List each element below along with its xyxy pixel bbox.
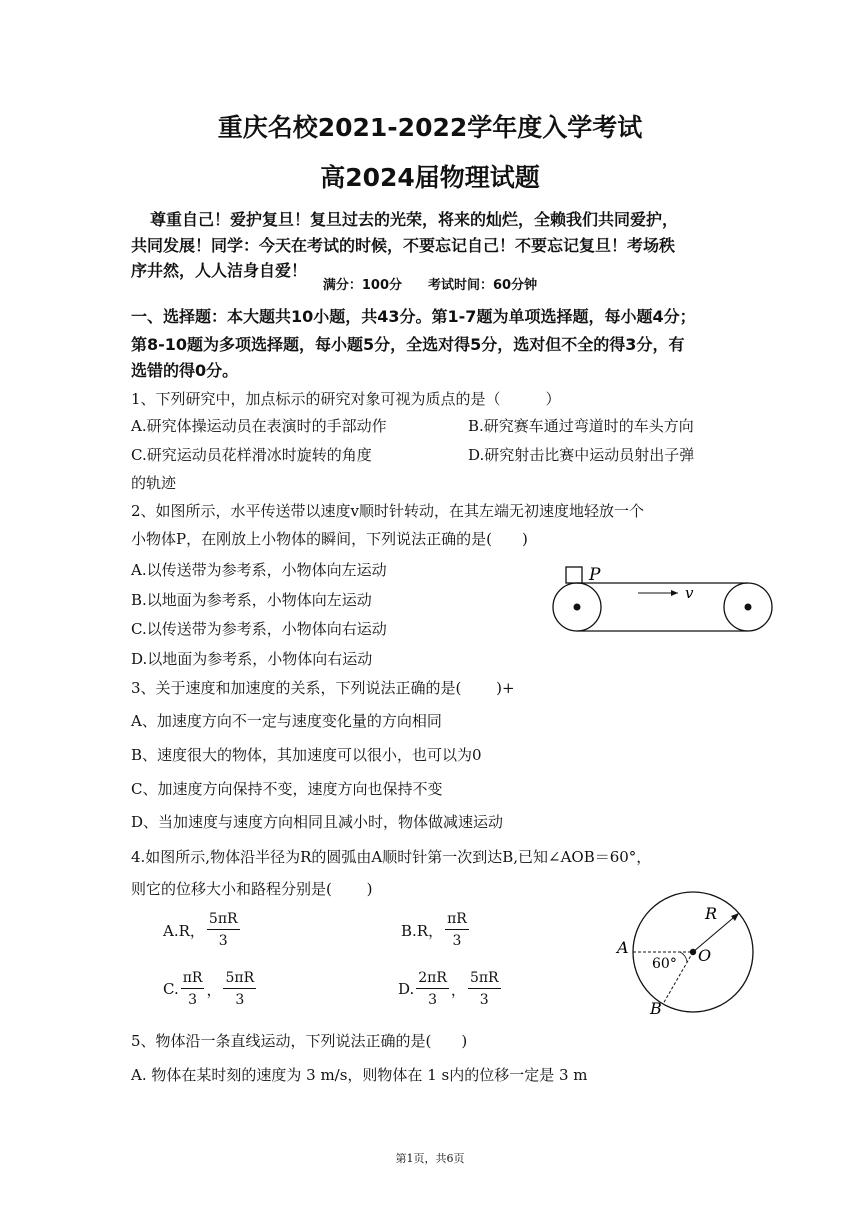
q4-option-d-denominator-2: 3: [479, 992, 489, 1008]
q3-stem: 3、关于速度和加速度的关系，下列说法正确的是( )+: [131, 679, 515, 697]
q2-option-b: B.以地面为参考系，小物体向左运动: [131, 591, 372, 609]
q4-option-c-prefix: C.: [163, 980, 179, 998]
q3-option-d: D、当加速度与速度方向相同且减小时，物体做减速运动: [131, 813, 504, 831]
q4-option-c-separator: ，: [206, 980, 222, 999]
q4-option-a-prefix: A.R，: [163, 921, 205, 940]
q4-option-c-fraction-2: [223, 970, 256, 1008]
q4-option-d-fraction-1: [416, 970, 449, 1008]
point-a-label: A: [617, 938, 629, 957]
q4-option-b: [401, 911, 469, 949]
exam-info: 满分：100分 考试时间：60分钟: [322, 278, 538, 293]
radius-label: R: [705, 904, 718, 923]
exam-title: 重庆名校2021-2022学年度入学考试: [217, 113, 643, 142]
q2-option-d: D.以地面为参考系，小物体向右运动: [131, 650, 373, 668]
q4-option-c-denominator-1: 3: [188, 992, 198, 1008]
velocity-arrowhead: [671, 590, 678, 596]
section-header-line-1: 一、选择题：本大题共10小题，共43分。第1-7题为单项选择题，每小题4分；: [131, 307, 696, 326]
q1-option-d: D.研究射击比赛中运动员射出子弹: [468, 446, 695, 464]
q4-option-c-numerator-1: πR: [181, 970, 205, 989]
q4-option-c-denominator-2: 3: [235, 992, 245, 1008]
q4-option-d: [398, 970, 501, 1008]
q4-option-b-numerator: πR: [445, 911, 469, 930]
q4-option-d-prefix: D.: [398, 980, 415, 998]
object-p-block: [566, 567, 582, 583]
motto-line-2: 共同发展！同学：今天在考试的时候，不要忘记自己！不要忘记复旦！考场秩: [131, 236, 676, 255]
q4-option-a-denominator: 3: [218, 933, 228, 949]
q4-option-a-numerator: 5πR: [207, 911, 240, 930]
q4-option-c: [163, 970, 256, 1008]
radius-arrowhead: [731, 913, 739, 921]
q4-option-a: [163, 911, 240, 949]
q4-stem-line-2: 则它的位移大小和路程分别是( ): [131, 880, 373, 898]
q1-option-a: A.研究体操运动员在表演时的手部动作: [131, 417, 387, 435]
page-footer: 第1页，共6页: [395, 1152, 465, 1165]
q3-option-b: B、速度很大的物体，其加速度可以很小，也可以为0: [131, 746, 482, 764]
q2-stem-line-2: 小物体P，在刚放上小物体的瞬间，下列说法正确的是( ): [131, 530, 528, 548]
q4-option-c-numerator-2: 5πR: [223, 970, 256, 989]
q4-option-c-fraction-1: [181, 970, 205, 1008]
angle-arc: [680, 952, 687, 962]
motto-line-3: 序井然，人人洁身自爱！: [131, 261, 308, 280]
left-pulley-axle: [574, 604, 581, 611]
circle-arc-figure: [608, 880, 778, 1020]
section-header-line-2: 第8-10题为多项选择题，每小题5分，全选对得5分，选对但不全的得3分，有: [131, 335, 685, 354]
q1-option-b: B.研究赛车通过弯道时的车头方向: [468, 417, 694, 435]
object-p-label: P: [589, 565, 601, 585]
q1-option-c: C.研究运动员花样滑冰时旋转的角度: [131, 446, 372, 464]
q1-stem: 1、下列研究中，加点标示的研究对象可视为质点的是（ ）: [131, 390, 561, 408]
motto-line-1: 尊重自己！爱护复旦！复旦过去的光荣，将来的灿烂，全赖我们共同爱护，: [150, 210, 679, 229]
q4-option-d-fraction-2: [468, 970, 501, 1008]
q4-stem-line-1: 4.如图所示,物体沿半径为R的圆弧由A顺时针第一次到达B,已知∠AOB＝60°，: [131, 848, 652, 866]
q4-option-d-denominator-1: 3: [428, 992, 438, 1008]
point-b-label: B: [650, 999, 662, 1018]
right-pulley-axle: [745, 604, 752, 611]
q2-option-a: A.以传送带为参考系，小物体向左运动: [131, 561, 387, 579]
q3-option-a: A、加速度方向不一定与速度变化量的方向相同: [131, 712, 442, 730]
q4-option-d-numerator-1: 2πR: [416, 970, 449, 989]
q4-option-b-prefix: B.R，: [401, 921, 444, 940]
conveyor-belt-figure: [540, 558, 790, 650]
q5-option-a: A. 物体在某时刻的速度为 3 m/s，则物体在 1 s内的位移一定是 3 m: [131, 1066, 588, 1084]
q4-option-a-fraction: [207, 911, 240, 949]
q4-option-d-numerator-2: 5πR: [468, 970, 501, 989]
q2-stem-line-1: 2、如图所示，水平传送带以速度v顺时针转动，在其左端无初速度地轻放一个: [131, 502, 645, 520]
q1-option-d-continued: 的轨迹: [131, 474, 177, 492]
q4-option-d-separator: ，: [450, 980, 466, 999]
q4-option-b-fraction: [445, 911, 469, 949]
exam-subtitle: 高2024届物理试题: [320, 163, 540, 192]
q5-stem: 5、物体沿一条直线运动，下列说法正确的是( ): [131, 1032, 468, 1050]
angle-label: 60°: [652, 956, 677, 972]
q4-option-b-denominator: 3: [452, 933, 462, 949]
section-header-line-3: 选错的得0分。: [131, 361, 239, 380]
velocity-label: v: [685, 584, 694, 602]
point-o-label: O: [698, 946, 712, 965]
q2-option-c: C.以传送带为参考系，小物体向右运动: [131, 620, 387, 638]
q3-option-c: C、加速度方向保持不变，速度方向也保持不变: [131, 780, 443, 798]
